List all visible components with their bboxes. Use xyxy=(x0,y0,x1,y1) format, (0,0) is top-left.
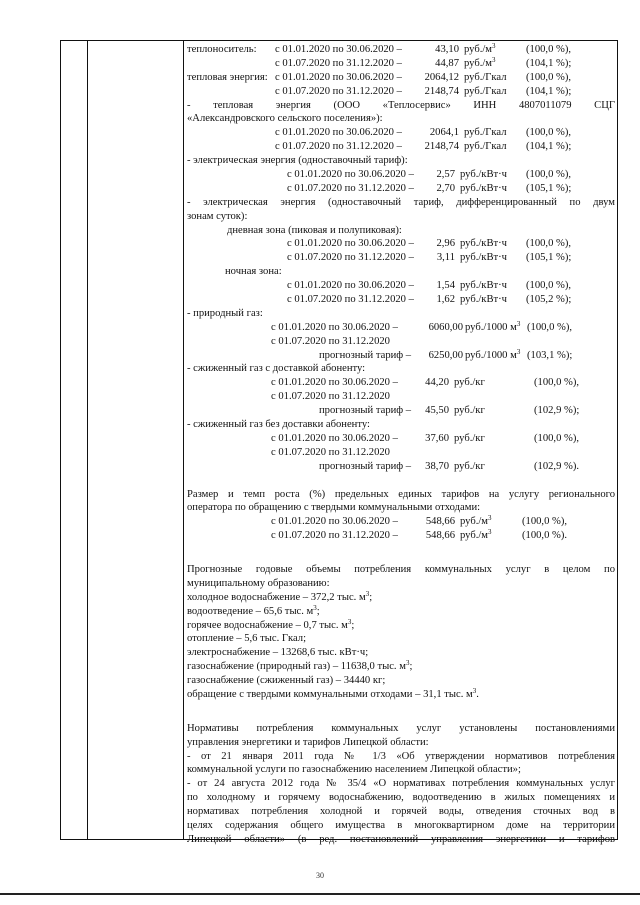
tariff-unit: руб./кг xyxy=(454,460,485,472)
tariff-percent: (100,0 %), xyxy=(534,432,580,444)
tariff-value: 43,10 xyxy=(435,44,459,55)
paragraph-line: нормативах потребления холодной и горячей воды, отведения сточных вод в xyxy=(187,806,615,818)
tariff-row xyxy=(187,71,615,85)
tariff-unit: руб./кВт·ч xyxy=(460,238,507,250)
tariff-heading: - природный газ: xyxy=(187,307,263,319)
tariff-period: с 01.01.2020 по 30.06.2020 – xyxy=(271,377,398,389)
tariff-period: с 01.01.2020 по 30.06.2020 – xyxy=(287,280,414,292)
paragraph-line: по холодному и горячему водоснабжению, водоотведению в жилых помещениях и xyxy=(187,792,615,804)
forecast-label: прогнозный тариф – xyxy=(319,460,412,472)
paragraph-line: оператора по обращению с твердыми коммунальными отходами: xyxy=(187,502,481,514)
tariff-row: с 01.07.2020 по 31.12.2020 – 548,66 $руб./м^3$ (100,0 %). xyxy=(271,528,568,542)
tariff-unit: руб./1000 м xyxy=(465,349,517,361)
tariff-row xyxy=(187,140,615,154)
tariff-value: 6250,00 xyxy=(428,349,463,361)
tariff-value: 45,50 xyxy=(425,405,449,417)
tariff-row xyxy=(187,251,615,265)
tariff-unit: руб./кг xyxy=(454,432,485,444)
tariff-percent: (105,1 %); xyxy=(526,182,572,194)
paragraph-line: Прогнозные годовые объемы потребления коммунальных услуг в целом по xyxy=(187,563,615,575)
tariff-unit: руб./кВт·ч xyxy=(460,169,507,181)
tariff-row: с 01.01.2020 по 30.06.2020 – 548,66 $руб./м^3$ (100,0 %), xyxy=(271,514,568,528)
tariff-row xyxy=(187,460,615,474)
tariff-percent: (100,0 %), xyxy=(526,71,572,83)
tariff-row xyxy=(187,390,615,404)
tariff-percent: (103,1 %); xyxy=(527,349,573,361)
tariff-value: 37,60 xyxy=(425,432,449,444)
tariff-percent: (100,0 %), xyxy=(526,44,572,55)
tariff-value: 1,54 xyxy=(436,280,455,292)
volume-item: газоснабжение (сжиженный газ) – 34440 кг; xyxy=(187,675,386,687)
tariff-unit: руб./Гкал xyxy=(464,85,507,97)
volume-item: горячее водоснабжение – 0,7 тыс. $м^3$; xyxy=(187,617,355,631)
tariff-value: 44,20 xyxy=(425,377,449,389)
tariff-percent: (104,1 %); xyxy=(526,57,572,69)
tariff-heading: «Александровского сельского поселения»): xyxy=(187,113,383,125)
tariff-unit: руб./кг xyxy=(454,405,485,417)
paragraph-line: коммунальной услуги по газоснабжению населением Липецкой области»; xyxy=(187,764,521,776)
tariff-period: с 01.07.2020 по 31.12.2020 – xyxy=(287,294,414,306)
paragraph-line: Размер и темп роста (%) предельных единых тарифов на услугу регионального xyxy=(187,488,615,500)
tariff-period: с 01.01.2020 по 30.06.2020 – xyxy=(271,432,398,444)
page-number: 30 xyxy=(316,871,324,880)
volume-item: обращение с твердыми коммунальными отходами – 31,1 тыс. $м^3$. xyxy=(187,686,479,700)
table-column-divider xyxy=(183,41,184,839)
tariff-row xyxy=(187,432,615,446)
tariff-heading: зонам суток): xyxy=(187,210,248,222)
tariff-row xyxy=(187,446,615,460)
tariff-period: с 01.07.2020 по 31.12.2020 – xyxy=(275,141,402,153)
tariff-row xyxy=(187,168,615,182)
document-table xyxy=(60,40,618,845)
tariff-value: 1,62 xyxy=(436,294,455,306)
tariff-percent: (100,0 %). xyxy=(522,530,568,542)
tariff-unit: руб./Гкал xyxy=(464,141,507,153)
paragraph-line: целях содержания общего имущества в многоквартирном доме на территории xyxy=(187,819,615,831)
zone-label: дневная зона (пиковая и полупиковая): xyxy=(227,224,402,236)
tariff-label: тепловая энергия: xyxy=(187,71,268,83)
tariff-label: теплоноситель: xyxy=(187,44,257,55)
tariff-value: 2,96 xyxy=(436,238,455,250)
tariff-percent: (102,9 %); xyxy=(534,405,580,417)
forecast-label: прогнозный тариф – xyxy=(319,349,412,361)
tariff-heading: - тепловая энергия (ООО «Теплосервис» ИНН 4807011079 СЦГ xyxy=(187,99,615,111)
tariff-period: с 01.01.2020 по 30.06.2020 – xyxy=(275,44,402,55)
tariff-percent: (100,0 %), xyxy=(526,169,572,181)
tariff-period: с 01.07.2020 по 31.12.2020 – xyxy=(271,530,398,542)
paragraph-line: управления энергетики и тарифов Липецкой области: xyxy=(187,736,429,748)
tariff-row xyxy=(187,85,615,99)
tariff-percent: (100,0 %), xyxy=(526,280,572,292)
tariff-heading: - электрическая энергия (одноставочный тариф): xyxy=(187,155,408,167)
tariff-value: 2,70 xyxy=(436,182,455,194)
tariff-value: 2064,12 xyxy=(424,71,459,83)
table-cell-content xyxy=(187,43,615,847)
tariff-unit: руб./м xyxy=(460,530,488,542)
tariff-unit: руб./кВт·ч xyxy=(460,294,507,306)
tariff-period: с 01.07.2020 по 31.12.2020 – xyxy=(275,85,402,97)
paragraph-line: Нормативы потребления коммунальных услуг установлены постановлениями xyxy=(187,722,615,734)
forecast-label: прогнозный тариф – xyxy=(319,405,412,417)
tariff-percent: (100,0 %), xyxy=(526,238,572,250)
volume-item: газоснабжение (природный газ) – 11638,0 тыс. $м^3$; xyxy=(187,659,413,673)
tariff-percent: (104,1 %); xyxy=(526,141,572,153)
paragraph-line: - от 24 августа 2012 года № 35/4 «О нормативах потребления коммунальных услуг xyxy=(187,778,615,790)
tariff-value: 3,11 xyxy=(436,252,455,264)
tariff-percent: (100,0 %), xyxy=(527,321,573,333)
tariff-period: с 01.07.2020 по 31.12.2020 xyxy=(271,335,390,347)
tariff-row xyxy=(187,335,615,349)
paragraph-line: Липецкой области» (в ред. постановлений управления энергетики и тарифов xyxy=(187,833,615,845)
tariff-value: 38,70 xyxy=(425,460,449,472)
tariff-heading: - сжиженный газ с доставкой абоненту: xyxy=(187,363,366,375)
tariff-unit: руб./кг xyxy=(454,377,485,389)
tariff-row: теплоноситель: с 01.01.2020 по 30.06.2020 – 43,10 $руб./м^3$ (100,0 %), xyxy=(187,42,572,55)
tariff-period: с 01.01.2020 по 30.06.2020 – xyxy=(287,169,414,181)
tariff-row xyxy=(187,126,615,140)
tariff-row: прогнозный тариф – 6250,00 руб./1000 $м^3$ (103,1 %); xyxy=(319,347,573,361)
tariff-unit: руб./Гкал xyxy=(464,71,507,83)
tariff-period: с 01.01.2020 по 30.06.2020 – xyxy=(271,516,398,528)
bottom-rule xyxy=(0,893,640,895)
tariff-percent: (105,2 %); xyxy=(526,294,572,306)
volume-item: электроснабжение – 13268,6 тыс. кВт·ч; xyxy=(187,647,369,659)
tariff-row xyxy=(187,182,615,196)
tariff-heading: - электрическая энергия (одноставочный тариф, дифференцированный по двум xyxy=(187,196,615,208)
tariff-percent: (104,1 %); xyxy=(526,85,572,97)
tariff-value: 44,87 xyxy=(435,57,459,69)
tariff-percent: (100,0 %), xyxy=(526,127,572,139)
tariff-period: с 01.01.2020 по 30.06.2020 – xyxy=(275,127,402,139)
tariff-value: 548,66 xyxy=(425,530,455,542)
tariff-value: 548,66 xyxy=(425,516,455,528)
zone-label: ночная зона: xyxy=(225,266,282,278)
tariff-row: с 01.01.2020 по 30.06.2020 – 6060,00 руб./1000 $м^3$ (100,0 %), xyxy=(271,319,573,333)
tariff-period: с 01.07.2020 по 31.12.2020 xyxy=(271,446,390,458)
tariff-row: с 01.07.2020 по 31.12.2020 – 44,87 $руб./м^3$ (104,1 %); xyxy=(275,55,572,69)
tariff-value: 2,57 xyxy=(436,169,455,181)
volume-item: отопление – 5,6 тыс. Гкал; xyxy=(187,633,307,645)
tariff-period: с 01.07.2020 по 31.12.2020 – xyxy=(287,252,414,264)
tariff-row xyxy=(187,293,615,307)
tariff-value: 2148,74 xyxy=(424,141,459,153)
tariff-value: 2148,74 xyxy=(424,85,459,97)
tariff-unit: руб./Гкал xyxy=(464,127,507,139)
tariff-percent: (105,1 %); xyxy=(526,252,572,264)
tariff-period: с 01.07.2020 по 31.12.2020 – xyxy=(287,182,414,194)
tariff-heading: - сжиженный газ без доставки абоненту: xyxy=(187,419,370,431)
tariff-unit: руб./кВт·ч xyxy=(460,182,507,194)
tariff-row xyxy=(187,376,615,390)
tariff-period: с 01.01.2020 по 30.06.2020 – xyxy=(275,71,402,83)
tariff-period: с 01.07.2020 по 31.12.2020 – xyxy=(275,57,402,69)
tariff-row xyxy=(187,279,615,293)
tariff-value: 6060,00 xyxy=(428,321,463,333)
paragraph-line: - от 21 января 2011 года № 1/3 «Об утверждении нормативов потребления xyxy=(187,750,615,762)
volume-item: холодное водоснабжение – 372,2 тыс. $м^3$; xyxy=(187,589,373,603)
tariff-period: с 01.01.2020 по 30.06.2020 – xyxy=(271,321,398,333)
tariff-unit: руб./1000 м xyxy=(465,321,517,333)
tariff-unit: руб./кВт·ч xyxy=(460,280,507,292)
tariff-unit: руб./кВт·ч xyxy=(460,252,507,264)
tariff-period: с 01.01.2020 по 30.06.2020 – xyxy=(287,238,414,250)
tariff-unit: руб./м xyxy=(464,44,492,55)
tariff-percent: (100,0 %), xyxy=(522,516,568,528)
tariff-row xyxy=(187,237,615,251)
tariff-percent: (102,9 %). xyxy=(534,460,580,472)
tariff-row xyxy=(187,404,615,418)
tariff-value: 2064,1 xyxy=(429,127,459,139)
tariff-unit: руб./м xyxy=(460,516,488,528)
tariff-unit: руб./м xyxy=(464,57,492,69)
volume-item: водоотведение – 65,6 тыс. $м^3$; xyxy=(187,603,320,617)
tariff-percent: (100,0 %), xyxy=(534,377,580,389)
table-column-divider xyxy=(87,41,88,839)
paragraph-line: муниципальному образованию: xyxy=(187,577,330,589)
tariff-period: с 01.07.2020 по 31.12.2020 xyxy=(271,391,390,403)
